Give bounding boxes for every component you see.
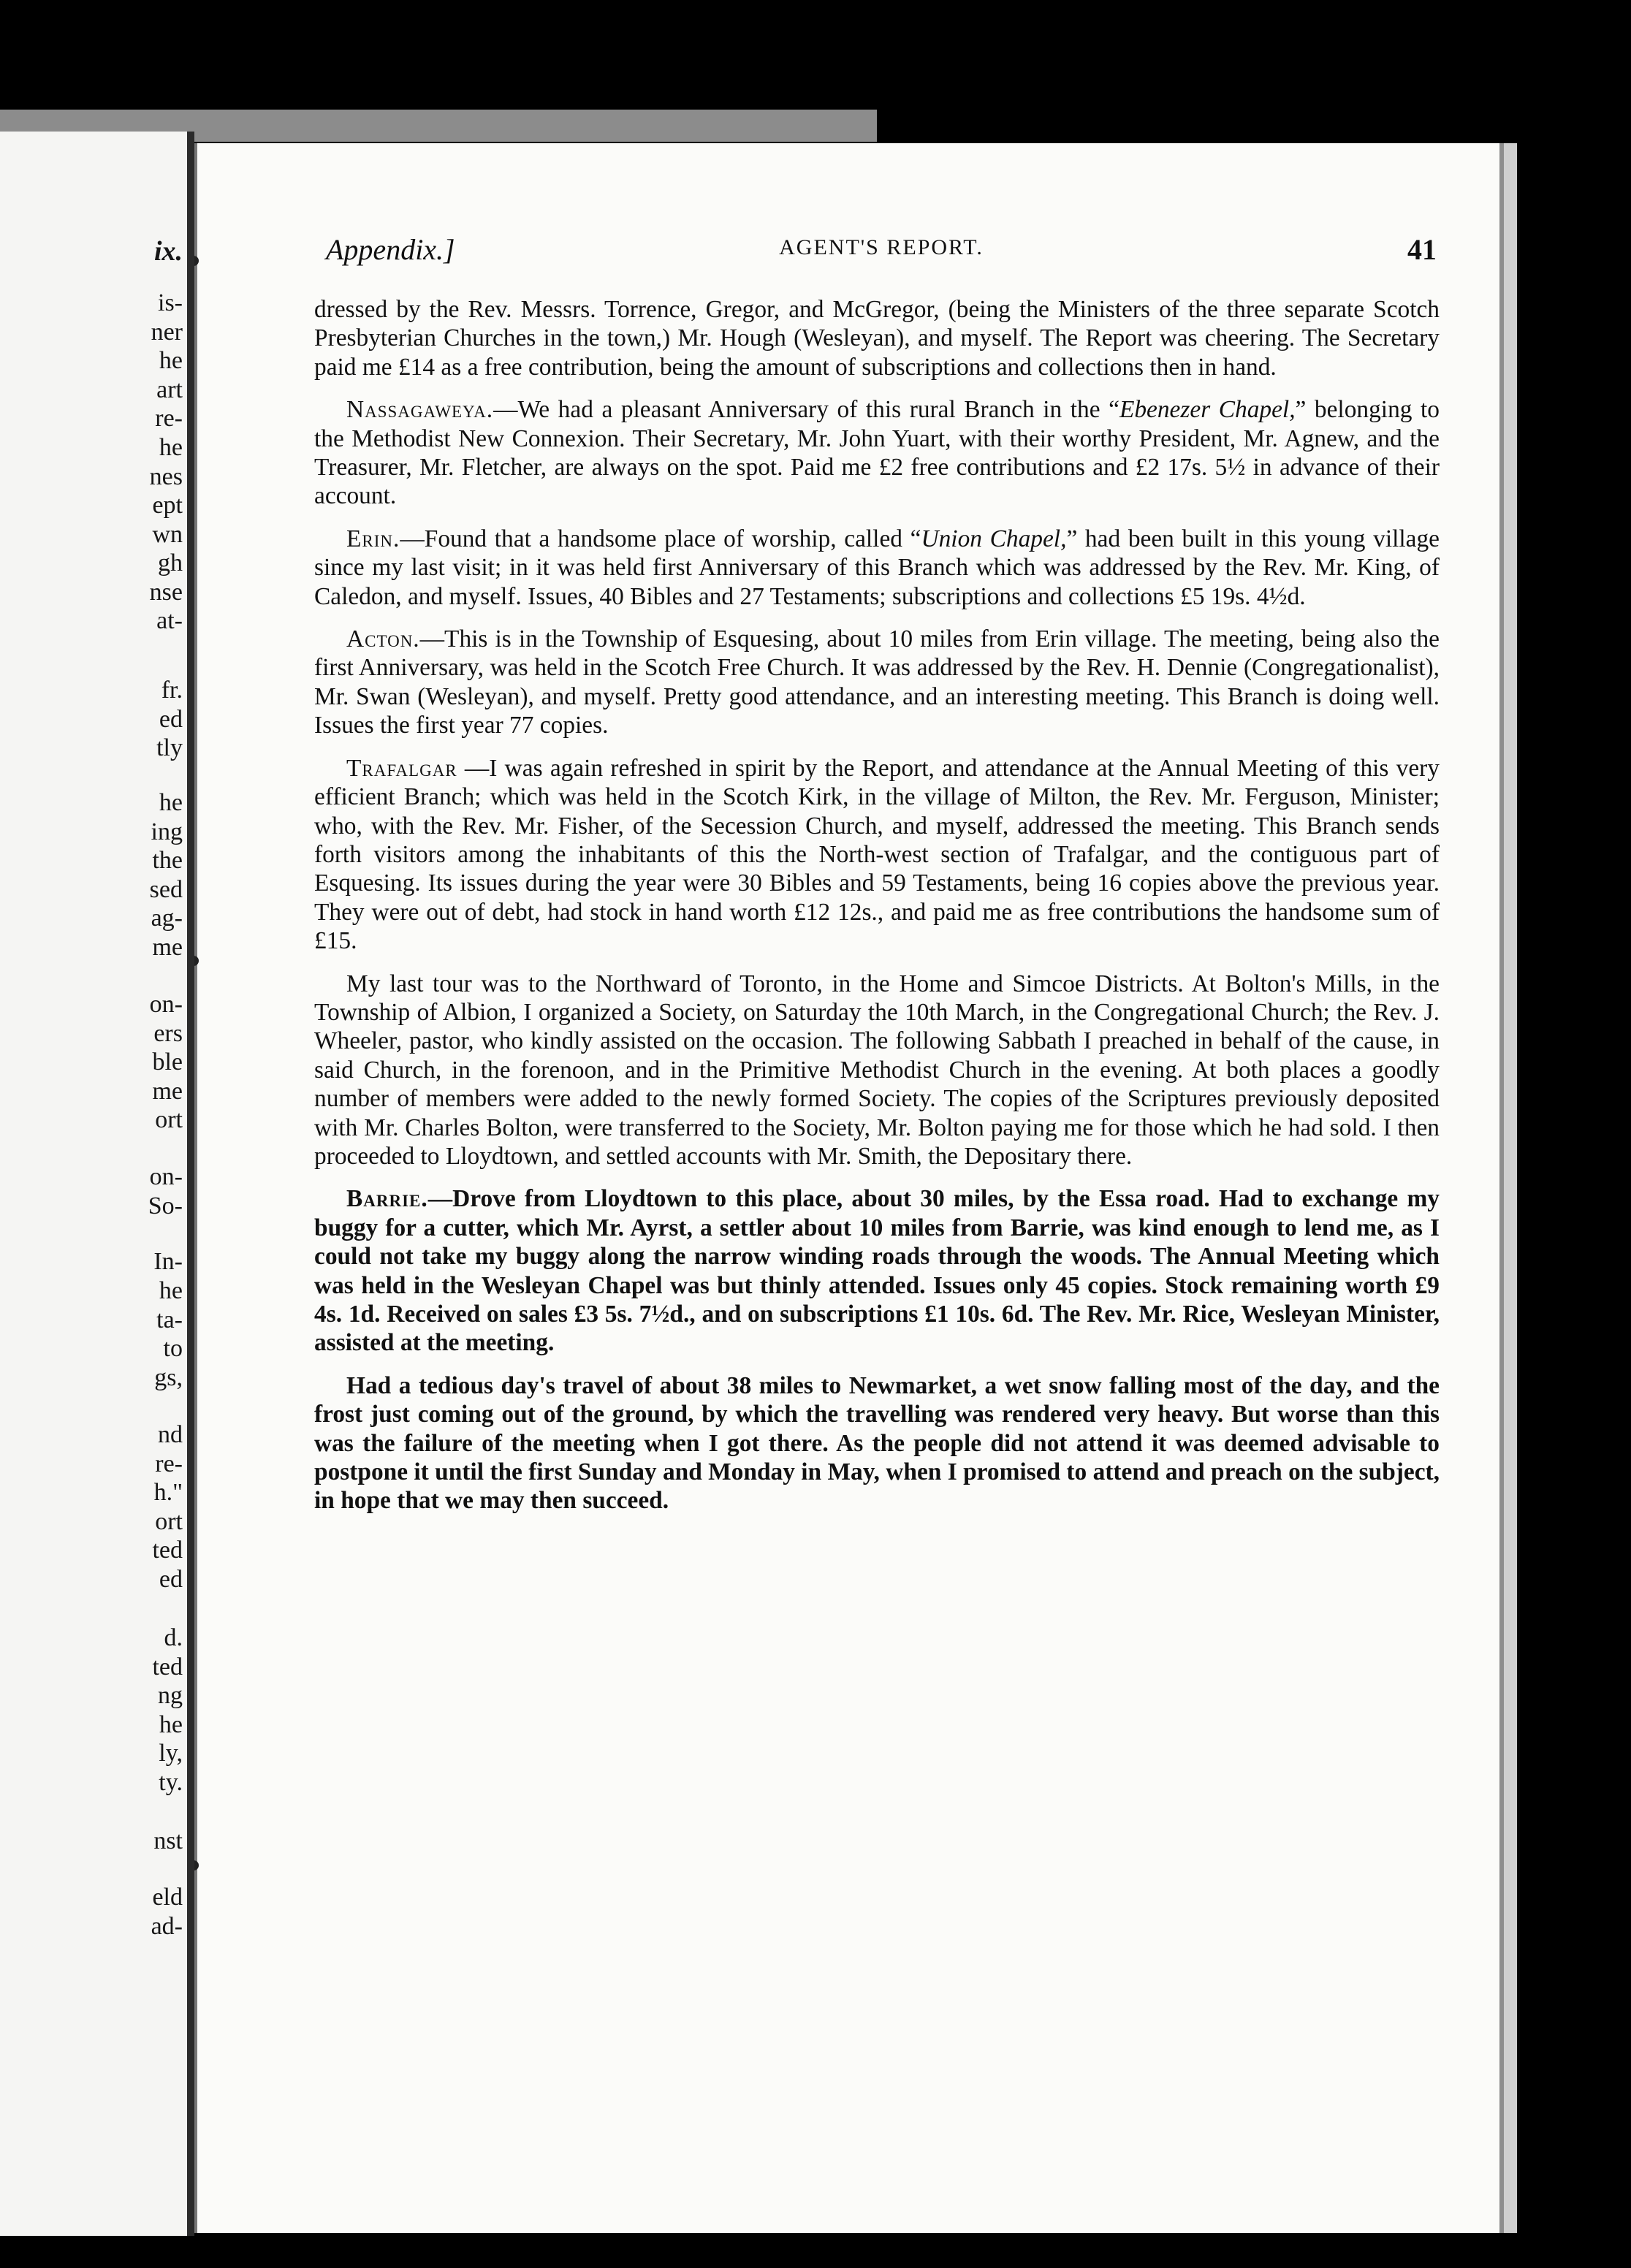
left-page-fragment-line: eld bbox=[152, 1884, 183, 1911]
paragraph-intro bbox=[314, 295, 1440, 381]
left-page-fragment-line: he bbox=[159, 1277, 183, 1304]
binding-mark bbox=[194, 956, 199, 966]
binding-mark bbox=[194, 1860, 199, 1871]
header-section: Appendix.] bbox=[326, 233, 455, 266]
paragraph-tour bbox=[314, 970, 1440, 1171]
left-page-fragment-line: ner bbox=[151, 319, 183, 346]
paragraph-text: My last tour was to the Northward of Toronto, in the Home and Simcoe Districts. At Bolton's Mills, in the Township of Albion, I organized a Society, on Saturday the 10th March, in the Congregational Church; the Rev. J. Wheeler, pastor, who kindly assisted on the occasion. The following Sabbath I preached in behalf of the cause, in said Church, in the forenoon, and in the Primitive Methodist Church in the evening. At both places a goodly number of members were added to the newly formed Society. The copies of the Scriptures previously deposited with Mr. Charles Bolton, were transferred to the Society, Mr. Bolton paying me for those which he had sold. I then proceeded to Lloydtown, and settled accounts with Mr. Smith, the Depositary there. bbox=[314, 970, 1440, 1170]
left-page-fragment-line: me bbox=[152, 934, 183, 961]
paragraph-text: —Found that a handsome place of worship, called “ bbox=[400, 525, 921, 552]
left-page-fragment-line: ble bbox=[152, 1049, 183, 1076]
paragraph-erin bbox=[314, 525, 1440, 611]
page bbox=[194, 143, 1499, 2233]
left-page-fragment bbox=[0, 132, 187, 2236]
left-page-fragment-line: ted bbox=[152, 1654, 183, 1681]
left-page-fragment-line: ted bbox=[152, 1537, 183, 1564]
running-header bbox=[326, 232, 1437, 276]
left-page-fragment-line: ers bbox=[153, 1020, 183, 1047]
paragraph-italic: Union Chapel, bbox=[921, 525, 1067, 552]
left-page-fragment-line: ort bbox=[155, 1106, 183, 1133]
left-page-fragment-line: fr. bbox=[161, 677, 183, 704]
binding-gutter bbox=[187, 132, 194, 2236]
left-page-fragment-line: ta- bbox=[156, 1306, 183, 1333]
paragraph-text: —This is in the Township of Esquesing, about 10 miles from Erin village. The meeting, being also the first Anniversary, was held in the Scotch Free Church. It was addressed by the Rev. H. Dennie (Congregationalist), Mr. Swan (Wesleyan), and myself. Pretty good attendance, and an interesting meeting. This Branch is doing well. Issues the first year 77 copies. bbox=[314, 625, 1440, 739]
paragraph-heading: Nassagaweya. bbox=[346, 396, 494, 424]
left-page-fragment-line: me bbox=[152, 1078, 183, 1105]
left-page-fragment-line: ng bbox=[158, 1682, 183, 1709]
left-page-fragment-line: on- bbox=[149, 991, 183, 1018]
left-page-fragment-line: In- bbox=[153, 1248, 183, 1275]
left-page-fragment-line: the bbox=[152, 847, 183, 874]
left-page-fragment-line: ty. bbox=[159, 1769, 183, 1796]
left-page-fragment-line: art bbox=[156, 376, 183, 403]
left-page-fragment-line: ed bbox=[159, 1566, 183, 1593]
left-page-fragment-line: re- bbox=[155, 405, 183, 432]
paragraph-heading: Erin. bbox=[346, 525, 400, 552]
left-page-fragment-line: nse bbox=[149, 579, 183, 606]
paragraph-text: ” had been built in this young village since my last visit; in it was held first Anniversary of this Branch which was addressed by the Rev. Mr. King, of Caledon, and myself. Issues, 40 Bibles and 27 Testaments; subscriptions and collections £5 19s. 4½d. bbox=[314, 525, 1440, 610]
page-number: 41 bbox=[1407, 233, 1437, 266]
left-page-fragment-line: So- bbox=[148, 1192, 183, 1219]
paragraph-newmarket bbox=[314, 1371, 1440, 1515]
paragraph-heading: Acton. bbox=[346, 625, 420, 653]
left-page-fragment-line: tly bbox=[156, 734, 183, 761]
left-page-fragment-line: at- bbox=[156, 607, 183, 634]
left-page-fragment-line: he bbox=[159, 347, 183, 374]
left-page-fragment-line: to bbox=[163, 1335, 183, 1362]
left-page-fragment-line: ad- bbox=[151, 1913, 183, 1940]
left-page-fragment-line: he bbox=[159, 1711, 183, 1738]
left-page-fragment-line: ed bbox=[159, 706, 183, 733]
binding-mark bbox=[194, 256, 199, 266]
gutter-line bbox=[194, 143, 197, 2233]
page-body bbox=[314, 295, 1440, 1529]
paragraph-text: ” belonging to the Methodist New Connexion. Their Secretary, Mr. John Yuart, with their worthy President, Mr. Agnew, and the Treasurer, Mr. Fletcher, are always on the spot. Paid me £2 free contributions and £2 17s. 5½ in advance of their account. bbox=[314, 396, 1440, 510]
paragraph-heading: Trafalgar bbox=[346, 754, 457, 782]
left-page-fragment-line: ix. bbox=[153, 236, 183, 267]
left-page-fragment-line: he bbox=[159, 789, 183, 816]
left-page-fragment-line: ag- bbox=[151, 905, 183, 932]
left-page-fragment-line: nst bbox=[153, 1827, 183, 1854]
left-page-fragment-line: d. bbox=[164, 1624, 183, 1651]
paragraph-acton bbox=[314, 625, 1440, 740]
left-page-fragment-line: he bbox=[159, 434, 183, 461]
left-page-fragment-line: re- bbox=[155, 1450, 183, 1477]
paragraph-heading: Barrie. bbox=[346, 1185, 428, 1213]
left-page-fragment-line: nd bbox=[158, 1421, 183, 1448]
header-title: AGENT'S REPORT. bbox=[779, 235, 984, 259]
left-page-fragment-line: sed bbox=[149, 876, 183, 903]
left-page-fragment-line: h." bbox=[153, 1479, 183, 1506]
left-page-fragment-line: nes bbox=[149, 463, 183, 490]
paragraph-text: —Drove from Lloydtown to this place, about 30 miles, by the Essa road. Had to exchange my buggy for a cutter, which Mr. Ayrst, a settler about 10 miles from Barrie, was kind enough to lend me, as I could not take my buggy along the narrow winding roads through the woods. The Annual Meeting which was held in the Wesleyan Chapel was but thinly attended. Issues only 45 copies. Stock remaining worth £9 4s. 1d. Received on sales £3 5s. 7½d., and on subscriptions £1 10s. 6d. The Rev. Mr. Rice, Wesleyan Minister, assisted at the meeting. bbox=[314, 1185, 1440, 1357]
paragraph-nassagaweya bbox=[314, 395, 1440, 511]
paragraph-text: —I was again refreshed in spirit by the Report, and attendance at the Annual Meeting of this very efficient Branch; which was held in the Scotch Kirk, in the village of Milton, the Rev. Mr. Ferguson, Minister; who, with the Rev. Mr. Fisher, of the Secession Church, and myself, addressed the meeting. This Branch sends forth visitors among the inhabitants of this the North-west section of Trafalgar, and the contiguous part of Esquesing. Its issues during the year were 30 Bibles and 59 Testaments, being 16 copies above the previous year. They were out of debt, had stock in hand worth £12 12s., and paid me as free contributions the handsome sum of £15. bbox=[314, 754, 1440, 955]
left-page-fragment-line: ort bbox=[155, 1508, 183, 1535]
left-page-fragment-line: ept bbox=[152, 492, 183, 519]
paragraph-text: dressed by the Rev. Messrs. Torrence, Gregor, and McGregor, (being the Ministers of the three separate Scotch Presbyterian Churches in the town,) Mr. Hough (Wesleyan), and myself. The Report was cheering. The Secretary paid me £14 as a free contribution, being the amount of subscriptions and collections then in hand. bbox=[314, 296, 1440, 381]
left-page-fragment-line: ing bbox=[151, 818, 183, 845]
left-page-fragment-line: ly, bbox=[159, 1740, 183, 1767]
paragraph-barrie bbox=[314, 1184, 1440, 1357]
page-edge bbox=[1499, 143, 1504, 2233]
left-page-fragment-line: on- bbox=[149, 1163, 183, 1190]
left-page-fragment-line: gh bbox=[158, 549, 183, 576]
left-page-fragment-line: is- bbox=[158, 289, 183, 316]
paragraph-text: —We had a pleasant Anniversary of this rural Branch in the “ bbox=[493, 396, 1119, 424]
left-page-fragment-line: wn bbox=[152, 521, 183, 548]
paragraph-text: Had a tedious day's travel of about 38 miles to Newmarket, a wet snow falling most of the day, and the frost just coming out of the ground, by which the travelling was rendered very heavy. But worse than this was the failure of the meeting when I got there. As the people did not attend it was deemed advisable to postpone it until the first Sunday and Monday in May, when I promised to attend and preach on the subject, in hope that we may then succeed. bbox=[314, 1371, 1440, 1515]
left-page-fragment-line: gs, bbox=[154, 1364, 183, 1391]
paragraph-trafalgar bbox=[314, 754, 1440, 956]
paragraph-italic: Ebenezer Chapel, bbox=[1119, 396, 1296, 424]
